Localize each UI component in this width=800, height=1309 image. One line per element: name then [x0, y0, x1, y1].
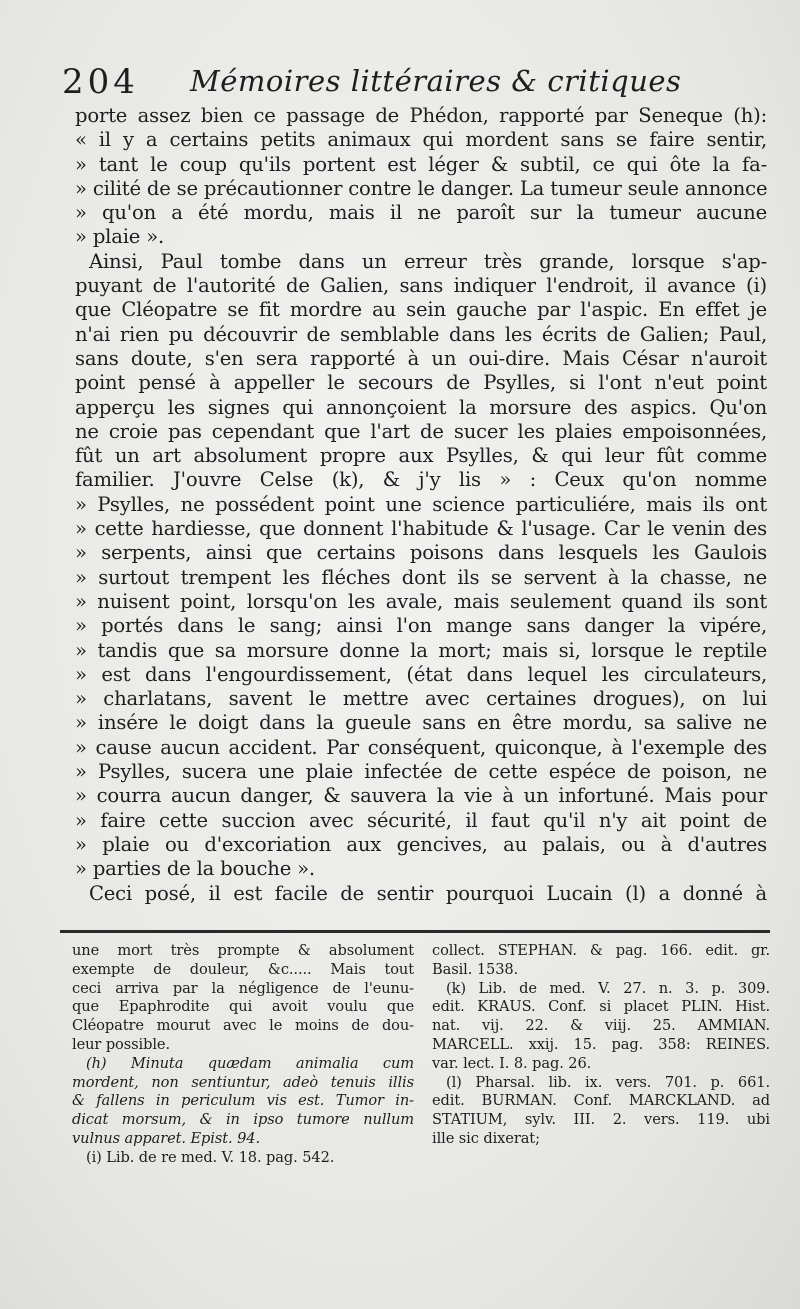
- footnote-line: Basil. 1538.: [432, 960, 519, 978]
- footnote-line: & fallens in periculum vis est. Tumor in-: [72, 1092, 414, 1110]
- footnote-line: dicat morsum, & in ipso tumore nullum: [72, 1111, 414, 1129]
- footnote-line: STATIUM, sylv. III. 2. vers. 119. ubi: [432, 1111, 770, 1129]
- text-line: » plaie ».: [75, 225, 165, 249]
- text-line: familier. J'ouvre Celse (k), & j'y lis » : Ceux qu'on nomme: [75, 468, 767, 492]
- text-line: » charlatans, savent le mettre avec certaines drogues), on lui: [75, 687, 767, 711]
- text-line: » insére le doigt dans la gueule sans en être mordu, sa salive ne: [75, 711, 767, 735]
- footnote-line: ille sic dixerat;: [432, 1129, 540, 1147]
- text-line: » est dans l'engourdissement, (état dans lequel les circulateurs,: [75, 662, 767, 686]
- footnote-line: var. lect. I. 8. pag. 26.: [432, 1054, 592, 1072]
- text-line: » tandis que sa morsure donne la mort; mais si, lorsque le reptile: [75, 638, 767, 662]
- footnote-line: ceci arriva par la négligence de l'eunu-: [72, 979, 414, 997]
- footnotes-left-column: [72, 942, 414, 1168]
- text-line: fût un art absolument propre aux Psylles, & qui leur fût comme: [75, 444, 767, 468]
- footnote-line: une mort très prompte & absolument: [72, 942, 414, 959]
- text-line: n'ai rien pu découvrir de semblable dans les écrits de Galien; Paul,: [75, 322, 767, 346]
- text-line: ne croie pas cependant que l'art de sucer les plaies empoisonnées,: [75, 419, 767, 443]
- footnote-line: (i) Lib. de re med. V. 18. pag. 542.: [86, 1148, 335, 1166]
- text-line: » tant le coup qu'ils portent est léger & subtil, ce qui ôte la fa-: [75, 152, 767, 176]
- text-line: » serpents, ainsi que certains poisons dans lesquels les Gaulois: [75, 541, 767, 565]
- footnote-line: collect. STEPHAN. & pag. 166. edit. gr.: [432, 942, 770, 959]
- footnote-line: (k) Lib. de med. V. 27. n. 3. p. 309.: [446, 979, 770, 997]
- footnote-line: Cléopatre mourut avec le moins de dou-: [72, 1017, 414, 1035]
- text-line: » cilité de se précautionner contre le danger. La tumeur seule annonce: [75, 176, 768, 200]
- footnote-line: (h) Minuta quædam animalia cum: [86, 1054, 414, 1072]
- text-line: » surtout trempent les fléches dont ils se servent à la chasse, ne: [75, 565, 767, 589]
- footnotes-right-column: [432, 942, 770, 1149]
- running-head: Mémoires littéraires & critiques: [190, 64, 682, 98]
- footnote-separator: [60, 930, 770, 933]
- text-line: Ainsi, Paul tombe dans un erreur très grande, lorsque s'ap-: [89, 249, 767, 273]
- footnote-line: edit. KRAUS. Conf. si placet PLIN. Hist.: [432, 998, 770, 1016]
- text-line: » Psylles, ne possédent point une science particuliére, mais ils ont: [75, 492, 767, 516]
- text-line: apperçu les signes qui annonçoient la morsure des aspics. Qu'on: [75, 395, 767, 419]
- text-line: » cause aucun accident. Par conséquent, quiconque, à l'exemple des: [75, 735, 767, 759]
- footnote-line: MARCELL. xxij. 15. pag. 358: REINES.: [432, 1035, 770, 1053]
- text-line: point pensé à appeller le secours de Psylles, si l'ont n'eut point: [75, 371, 767, 395]
- text-line: » cette hardiesse, que donnent l'habitude & l'usage. Car le venin des: [75, 517, 767, 541]
- text-line: » qu'on a été mordu, mais il ne paroît sur la tumeur aucune: [75, 201, 767, 225]
- page-number: 204: [62, 62, 139, 102]
- text-line: » faire cette succion avec sécurité, il faut qu'il n'y ait point de: [75, 808, 767, 832]
- footnote-line: edit. BURMAN. Conf. MARCKLAND. ad: [432, 1092, 770, 1110]
- text-line: » nuisent point, lorsqu'on les avale, mais seulement quand ils sont: [75, 589, 767, 613]
- text-line: porte assez bien ce passage de Phédon, rapporté par Seneque (h):: [75, 104, 767, 127]
- text-line: » parties de la bouche ».: [75, 857, 315, 881]
- page-header: [62, 60, 762, 102]
- text-line: puyant de l'autorité de Galien, sans indiquer l'endroit, il avance (i): [75, 274, 767, 298]
- footnote-line: (l) Pharsal. lib. ix. vers. 701. p. 661.: [446, 1073, 770, 1091]
- text-line: que Cléopatre se fit mordre au sein gauche par l'aspic. En effet je: [75, 298, 767, 322]
- text-line: » Psylles, sucera une plaie infectée de cette espéce de poison, ne: [75, 760, 767, 784]
- footnote-line: que Epaphrodite qui avoit voulu que: [72, 998, 414, 1016]
- text-line: » courra aucun danger, & sauvera la vie à un infortuné. Mais pour: [75, 784, 767, 808]
- text-line: « il y a certains petits animaux qui mordent sans se faire sentir,: [75, 128, 767, 152]
- footnote-line: leur possible.: [72, 1035, 170, 1053]
- footnote-line: vulnus apparet. Epist. 94.: [72, 1129, 260, 1147]
- text-line: » portés dans le sang; ainsi l'on mange sans danger la vipére,: [75, 614, 767, 638]
- text-line: Ceci posé, il est facile de sentir pourquoi Lucain (l) a donné à: [89, 881, 767, 905]
- main-text: [75, 104, 767, 906]
- footnote-line: mordent, non sentiuntur, adeò tenuis illis: [72, 1073, 414, 1091]
- footnote-line: exempte de douleur, &c..... Mais tout: [72, 960, 414, 978]
- text-line: sans doute, s'en sera rapporté à un oui-dire. Mais César n'auroit: [75, 346, 767, 370]
- footnote-line: nat. vij. 22. & viij. 25. AMMIAN.: [432, 1017, 770, 1035]
- text-line: » plaie ou d'excoriation aux gencives, au palais, ou à d'autres: [75, 832, 767, 856]
